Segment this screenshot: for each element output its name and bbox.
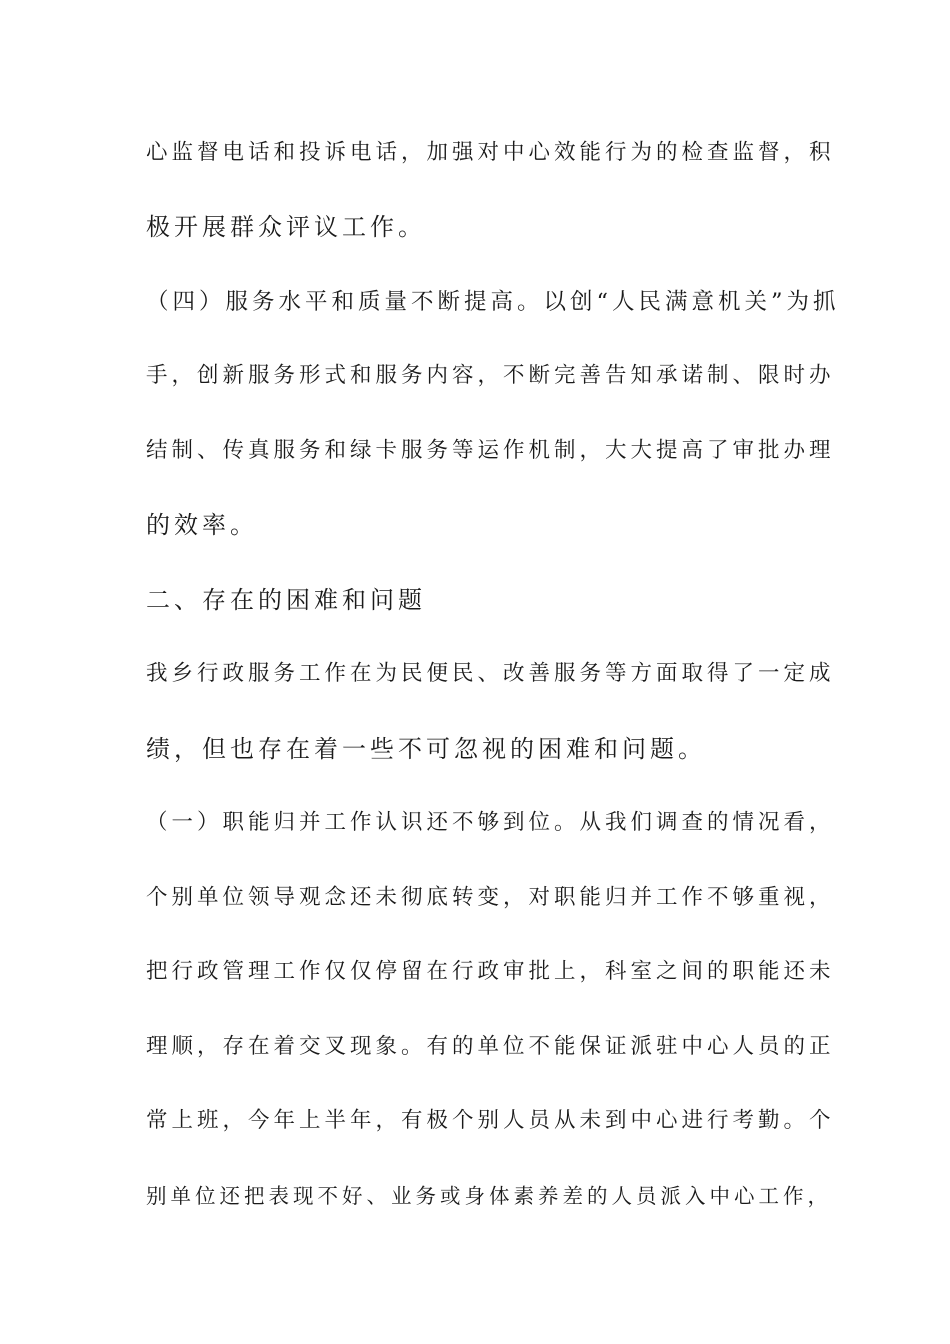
text-line: （一）职能归并工作认识还不够到位。从我们调查的情况看， <box>146 810 835 835</box>
section-heading: 二、存在的困难和问题 <box>146 586 426 614</box>
text-line: 极开展群众评议工作。 <box>146 213 426 241</box>
text-line: 的效率。 <box>146 511 258 539</box>
text-line: 个别单位领导观念还未彻底转变，对职能归并工作不够重视， <box>146 885 835 910</box>
text-line: （四）服务水平和质量不断提高。以创“人民满意机关”为抓 <box>146 289 840 315</box>
text-line: 手，创新服务形式和服务内容，不断完善告知承诺制、限时办 <box>146 363 835 388</box>
text-line: 结制、传真服务和绿卡服务等运作机制，大大提高了审批办理 <box>146 438 835 463</box>
text-line: 理顺，存在着交叉现象。有的单位不能保证派驻中心人员的正 <box>146 1034 835 1059</box>
text-line: 绩，但也存在着一些不可忽视的困难和问题。 <box>146 735 706 763</box>
text-line: 把行政管理工作仅仅停留在行政审批上，科室之间的职能还未 <box>146 959 835 984</box>
text-line: 常上班，今年上半年，有极个别人员从未到中心进行考勤。个 <box>146 1108 835 1133</box>
text-line: 我乡行政服务工作在为民便民、改善服务等方面取得了一定成 <box>146 661 835 686</box>
text-line: 心监督电话和投诉电话，加强对中心效能行为的检查监督，积 <box>146 140 835 165</box>
text-line: 别单位还把表现不好、业务或身体素养差的人员派入中心工作， <box>146 1184 832 1208</box>
